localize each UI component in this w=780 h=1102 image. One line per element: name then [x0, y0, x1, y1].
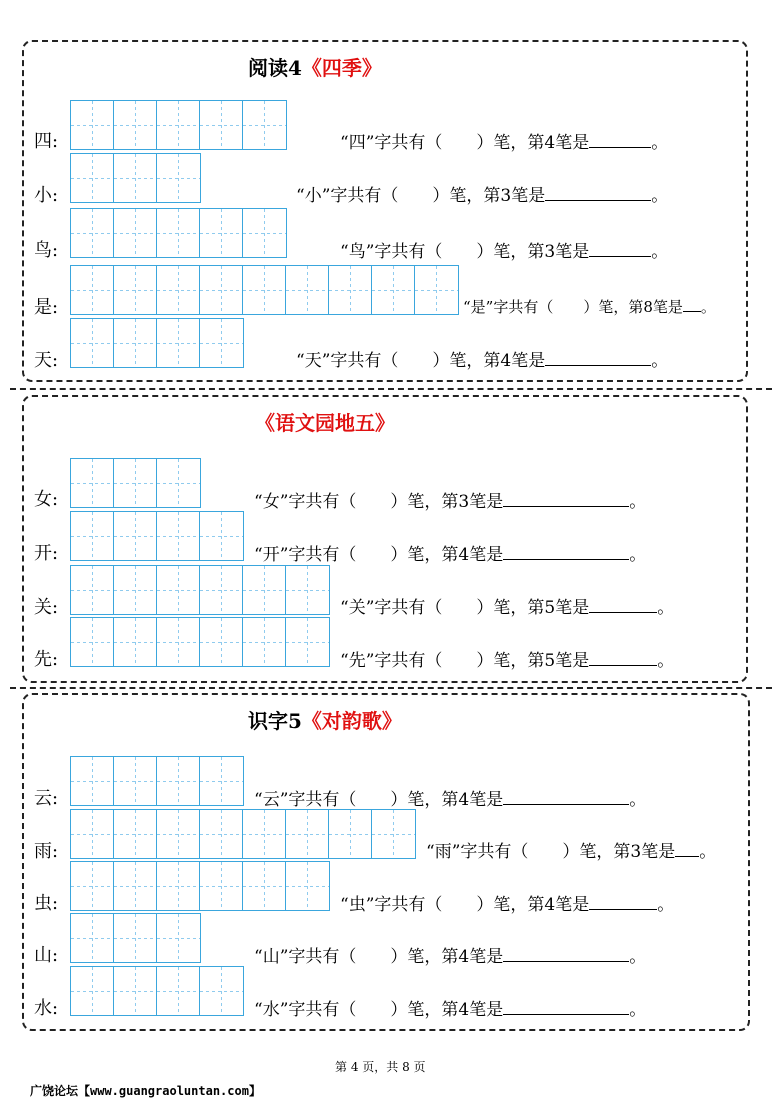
answer-blank[interactable] [545, 184, 651, 201]
answer-blank[interactable] [503, 490, 629, 507]
question-sentence: “虫”字共有（ ）笔，第4笔是 。 [340, 895, 675, 915]
section-title-3 [248, 705, 402, 734]
answer-blank[interactable] [683, 295, 701, 312]
writing-grid[interactable] [70, 861, 330, 911]
char-label: 是: [34, 297, 59, 318]
char-label: 山: [34, 945, 59, 966]
question-sentence: “山”字共有（ ）笔，第4笔是 。 [254, 947, 647, 967]
section-title-prefix: 识字5 [248, 709, 302, 733]
section-title-1 [248, 52, 382, 81]
section-title-prefix: 阅读4 [248, 56, 302, 80]
writing-grid[interactable] [70, 100, 287, 150]
char-label: 关: [34, 597, 59, 618]
page-info: 第 4 页，共 8 页 [335, 1060, 426, 1074]
char-label: 水: [34, 998, 59, 1019]
question-sentence: “开”字共有（ ）笔，第4笔是 。 [254, 545, 647, 565]
question-sentence: “关”字共有（ ）笔，第5笔是 。 [340, 598, 675, 618]
char-label: 鸟: [34, 240, 59, 261]
question-sentence: “先”字共有（ ）笔，第5笔是 。 [340, 651, 675, 671]
answer-blank[interactable] [503, 543, 629, 560]
char-label: 虫: [34, 893, 59, 914]
answer-blank[interactable] [503, 945, 629, 962]
answer-blank[interactable] [589, 649, 657, 666]
writing-grid[interactable] [70, 565, 330, 615]
answer-blank[interactable] [675, 840, 699, 857]
section-title-red: 《四季》 [301, 56, 382, 80]
question-sentence: “女”字共有（ ）笔，第3笔是 。 [254, 492, 647, 512]
writing-grid[interactable] [70, 966, 244, 1016]
char-label: 雨: [34, 841, 59, 862]
writing-grid[interactable] [70, 153, 201, 203]
writing-grid[interactable] [70, 458, 201, 508]
answer-blank[interactable] [589, 596, 657, 613]
question-sentence: “雨”字共有（ ）笔，第3笔是 。 [426, 842, 717, 862]
writing-grid[interactable] [70, 913, 201, 963]
answer-blank[interactable] [589, 131, 651, 148]
section-divider [10, 388, 772, 390]
answer-blank[interactable] [545, 349, 651, 366]
question-sentence: “水”字共有（ ）笔，第4笔是 。 [254, 1000, 647, 1020]
writing-grid[interactable] [70, 756, 244, 806]
answer-blank[interactable] [589, 893, 657, 910]
writing-grid[interactable] [70, 265, 459, 315]
question-sentence: “小”字共有（ ）笔，第3笔是 。 [296, 186, 669, 206]
char-label: 天: [34, 350, 59, 371]
answer-blank[interactable] [589, 240, 651, 257]
question-sentence: “是”字共有（ ）笔，第8笔是 。 [463, 295, 716, 317]
char-label: 云: [34, 788, 59, 809]
section-divider [10, 687, 772, 689]
site-watermark: 广饶论坛【www.guangraoluntan.com】 [30, 1084, 261, 1098]
question-sentence: “四”字共有（ ）笔，第4笔是 。 [340, 133, 669, 153]
question-sentence: “天”字共有（ ）笔，第4笔是 。 [296, 351, 669, 371]
question-sentence: “云”字共有（ ）笔，第4笔是 。 [254, 790, 647, 810]
answer-blank[interactable] [503, 998, 629, 1015]
writing-grid[interactable] [70, 617, 330, 667]
writing-grid[interactable] [70, 318, 244, 368]
writing-grid[interactable] [70, 511, 244, 561]
section-title-2 [255, 407, 395, 436]
char-label: 四: [34, 131, 59, 152]
writing-grid[interactable] [70, 208, 287, 258]
char-label: 小: [34, 185, 59, 206]
char-label: 开: [34, 543, 59, 564]
char-label: 女: [34, 489, 59, 510]
char-label: 先: [34, 649, 59, 670]
question-sentence: “鸟”字共有（ ）笔，第3笔是 。 [340, 242, 669, 262]
writing-grid[interactable] [70, 809, 416, 859]
answer-blank[interactable] [503, 788, 629, 805]
section-title-red: 《语文园地五》 [255, 411, 395, 435]
section-title-red: 《对韵歌》 [301, 709, 402, 733]
